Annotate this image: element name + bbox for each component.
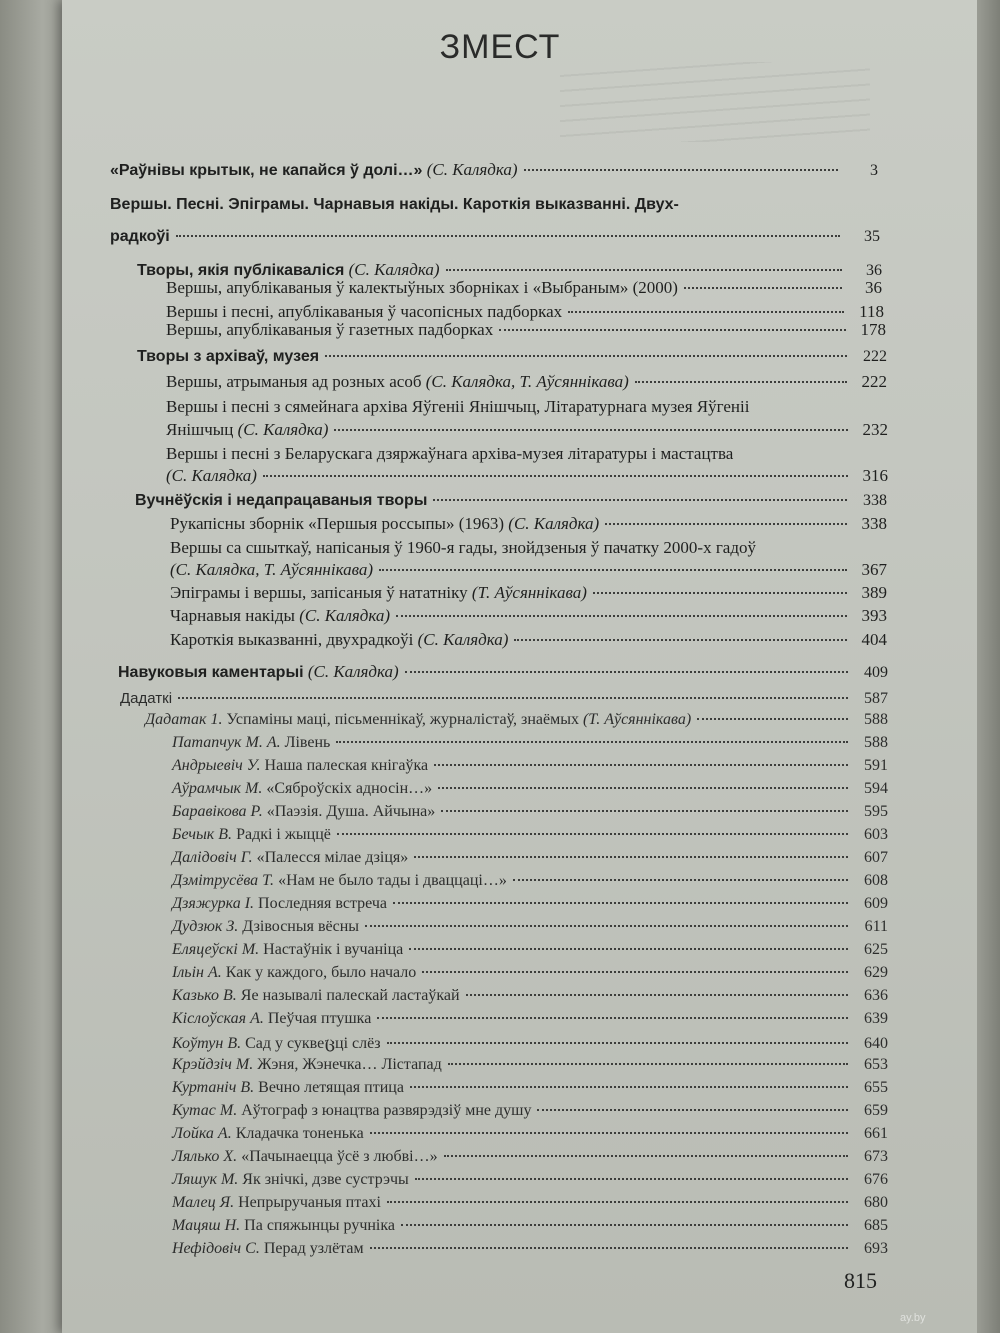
toc-entry: Дзяжурка І. Последняя встреча 609 bbox=[172, 895, 888, 912]
toc-entry: Еляцеўскі М. Настаўнік і вучаніца 625 bbox=[172, 941, 888, 958]
watermark: ay.by bbox=[900, 1312, 926, 1324]
toc-entry bbox=[166, 278, 882, 298]
toc-entry: Ляшук М. Як знічкі, дзве сустрэчы 676 bbox=[172, 1171, 888, 1188]
toc-entry: Куртаніч В. Вечно летящая птица 655 bbox=[172, 1079, 888, 1096]
dot-leader bbox=[377, 1017, 848, 1019]
toc-entry bbox=[170, 514, 887, 534]
toc-page-number: 232 bbox=[862, 420, 888, 439]
toc-page-number: 118 bbox=[859, 302, 884, 321]
dot-leader bbox=[448, 1063, 848, 1065]
toc-entry bbox=[166, 372, 887, 392]
toc-page-number: 636 bbox=[864, 987, 888, 1004]
toc-entry: Лялько Х. «Пачынаецца ўсё з любві…» 673 bbox=[172, 1148, 888, 1165]
toc-entry: Аўрамчык М. «Сяброўскіх адносін…» 594 bbox=[172, 780, 888, 797]
toc-entry: Кутас М. Аўтограф з юнацтва развярэдзіў мне душу 659 bbox=[172, 1102, 888, 1119]
dot-leader bbox=[697, 718, 848, 720]
toc-page-number: 591 bbox=[864, 757, 888, 774]
toc-entry: Малец Я. Непрыручаныя птахі 680 bbox=[172, 1194, 888, 1211]
toc-entry bbox=[137, 260, 882, 280]
dot-leader bbox=[537, 1109, 848, 1111]
toc-page-number: 404 bbox=[861, 630, 887, 649]
toc-entry: Нефідовіч С. Перад узлётам 693 bbox=[172, 1240, 888, 1257]
toc-entry bbox=[170, 630, 887, 650]
toc-page-number: 676 bbox=[864, 1171, 888, 1188]
toc-page-number: 36 bbox=[866, 262, 882, 279]
dot-leader bbox=[568, 311, 844, 313]
toc-page-number: 693 bbox=[864, 1240, 888, 1257]
toc-page-number: 609 bbox=[864, 895, 888, 912]
toc-page-number: 389 bbox=[861, 583, 887, 602]
toc-page-number: 316 bbox=[862, 466, 888, 485]
toc-entry-title: Янішчыц (С. Калядка) bbox=[166, 420, 329, 439]
toc-entry: Баравікова Р. «Паэзія. Душа. Айчына» 595 bbox=[172, 803, 888, 820]
toc-entry: Казько В. Яе называлі палескай ластаўкай 636 bbox=[172, 987, 888, 1004]
toc-entry bbox=[110, 160, 878, 180]
toc-page-number: 655 bbox=[864, 1079, 888, 1096]
toc-entry-title: Дадаткі bbox=[120, 690, 173, 707]
toc-page-number: 653 bbox=[864, 1056, 888, 1073]
toc-page-number: 685 bbox=[864, 1217, 888, 1234]
toc-entry-first-line: Вершы і песні з Беларускага дзяржаўнага архіва-музея літаратуры і мастацтва bbox=[166, 444, 734, 463]
toc-page-number: 222 bbox=[863, 348, 887, 365]
dot-leader bbox=[410, 1086, 848, 1088]
toc-entry-title: Вершы і песні, апублікаваныя ў часопісных падборках bbox=[166, 302, 563, 321]
toc-entry-title: Эпіграмы і вершы, запісаныя ў нататніку (Т. Аўсяннікава) bbox=[170, 583, 587, 602]
toc-entry: Кіслоўская А. Пеўчая птушка 639 bbox=[172, 1010, 888, 1027]
dot-leader bbox=[178, 697, 848, 699]
toc-page-number: 409 bbox=[864, 664, 888, 681]
dot-leader bbox=[513, 879, 848, 881]
toc-entry bbox=[166, 466, 888, 486]
toc-page-number: 178 bbox=[860, 320, 886, 339]
dot-leader bbox=[605, 523, 847, 525]
toc-page-number: 607 bbox=[864, 849, 888, 866]
toc-entry: Мацяш Н. Па спяжынцы ручніка 685 bbox=[172, 1217, 888, 1234]
dot-leader bbox=[365, 925, 848, 927]
toc-entry: Патапчук М. А. Лівень 588 bbox=[172, 734, 888, 751]
dot-leader bbox=[379, 569, 847, 571]
dot-leader bbox=[401, 1224, 848, 1226]
dot-leader bbox=[325, 355, 847, 357]
toc-entry-title: Чарнавыя накіды (С. Калядка) bbox=[170, 606, 391, 625]
toc-page-number: 35 bbox=[864, 228, 880, 245]
dot-leader bbox=[684, 287, 842, 289]
toc-page-number: 680 bbox=[864, 1194, 888, 1211]
toc-entry: Дзмітрусёва Т. «Нам не было тады і дваццаці…» 608 bbox=[172, 872, 888, 889]
toc-entry bbox=[110, 228, 880, 246]
page-number: 815 bbox=[844, 1268, 877, 1293]
dot-leader bbox=[405, 671, 848, 673]
toc-page-number: 595 bbox=[864, 803, 888, 820]
toc-entry-title: Рукапісны зборнік «Першыя россыпы» (1963) (С. Калядка) bbox=[170, 514, 600, 533]
dot-leader bbox=[466, 994, 848, 996]
dot-leader bbox=[176, 235, 840, 237]
dot-leader bbox=[444, 1155, 848, 1157]
toc-entry bbox=[135, 492, 887, 510]
dot-leader bbox=[414, 856, 848, 858]
toc-entry bbox=[170, 583, 887, 603]
toc-entry: Далідовіч Г. «Палесся мілае дзіця» 607 bbox=[172, 849, 888, 866]
toc-entry-title: Кароткія выказванні, двухрадкоўі (С. Калядка) bbox=[170, 630, 509, 649]
toc-entry: Бечык В. Радкі і жыццё 603 bbox=[172, 826, 888, 843]
dot-leader bbox=[593, 592, 847, 594]
toc-entry-first-line: Вершы са сшыткаў, напісаныя ў 1960-я гады, знойдзеныя ў пачатку 2000-х гадоў bbox=[170, 538, 756, 557]
toc-page-number: 338 bbox=[861, 514, 887, 533]
toc-entry-title: Навуковыя каментарыі (С. Калядка) bbox=[118, 662, 399, 681]
toc-page-number: 3 bbox=[870, 162, 878, 179]
toc-entry bbox=[170, 606, 887, 626]
toc-page-number: 603 bbox=[864, 826, 888, 843]
dot-leader bbox=[387, 1042, 848, 1044]
toc-entry: Дудзюк З. Дзівосныя вёсны 611 bbox=[172, 918, 888, 935]
toc-page-number: 639 bbox=[864, 1010, 888, 1027]
toc-entry bbox=[118, 662, 888, 682]
toc-entry: Крэйдзіч М. Жэня, Жэнечка… Лістапад 653 bbox=[172, 1056, 888, 1073]
toc-page-number: 625 bbox=[864, 941, 888, 958]
dot-leader bbox=[263, 475, 848, 477]
toc-page-number: 673 bbox=[864, 1148, 888, 1165]
toc-entry bbox=[137, 348, 887, 366]
dot-leader bbox=[370, 1247, 848, 1249]
toc-entry: Лойка А. Кладачка тоненька 661 bbox=[172, 1125, 888, 1142]
toc-page-number: 640 bbox=[864, 1035, 888, 1052]
toc-entry bbox=[166, 302, 884, 322]
toc-entry-title: Вершы, апублікаваныя ў калектыўных зборніках і «Выбраным» (2000) bbox=[166, 278, 678, 297]
toc-entry-title: Вучнёўскія і недапрацаваныя творы bbox=[135, 492, 428, 509]
toc-page-number: 367 bbox=[861, 560, 887, 579]
toc-entry bbox=[145, 711, 888, 729]
toc-page-number: 659 bbox=[864, 1102, 888, 1119]
dot-leader bbox=[334, 429, 848, 431]
toc-entry: Ільін А. Как у каждого, было начало 629 bbox=[172, 964, 888, 981]
toc-entry: Коўтун В. Сад у суквеცці слёз 640 bbox=[172, 1035, 888, 1052]
toc-page-number: 588 bbox=[864, 734, 888, 751]
toc-page-number: 661 bbox=[864, 1125, 888, 1142]
dot-leader bbox=[635, 381, 847, 383]
dot-leader bbox=[396, 615, 847, 617]
dot-leader bbox=[336, 741, 848, 743]
dot-leader bbox=[514, 639, 847, 641]
dot-leader bbox=[446, 269, 842, 271]
toc-entry-title: Творы, якія публікаваліся (С. Калядка) bbox=[137, 260, 440, 279]
toc-page-number: 338 bbox=[863, 492, 887, 509]
dot-leader bbox=[387, 1201, 848, 1203]
toc-page-number: 594 bbox=[864, 780, 888, 797]
toc-entry-title: Вершы, атрыманыя ад розных асоб (С. Калядка, Т. Аўсяннікава) bbox=[166, 372, 629, 391]
dot-leader bbox=[337, 833, 848, 835]
toc-page-number: 611 bbox=[864, 918, 888, 935]
toc-entry-title: Вершы, апублікаваныя ў газетных падборках bbox=[166, 320, 494, 339]
toc-entry bbox=[166, 420, 888, 440]
dot-leader bbox=[409, 948, 848, 950]
toc-page-number: 588 bbox=[864, 711, 888, 728]
toc-entry bbox=[120, 690, 888, 708]
toc-page-number: 587 bbox=[864, 690, 888, 707]
toc-entry-first-line: Вершы. Песні. Эпіграмы. Чарнавыя накіды. Кароткія выказванні. Двух- bbox=[110, 196, 679, 213]
toc-page-number: 222 bbox=[861, 372, 887, 391]
dot-leader bbox=[441, 810, 848, 812]
dot-leader bbox=[499, 329, 846, 331]
dot-leader bbox=[393, 902, 848, 904]
dot-leader bbox=[433, 499, 847, 501]
dot-leader bbox=[438, 787, 848, 789]
dot-leader bbox=[415, 1178, 848, 1180]
toc-page-number: 36 bbox=[865, 278, 882, 297]
toc-entry-first-line: Вершы і песні з сямейнага архіва Яўгеніі Янішчыц, Літаратурнага музея Яўгеніі bbox=[166, 397, 750, 416]
toc-entry-title: (С. Калядка, Т. Аўсяннікава) bbox=[170, 560, 374, 579]
toc-entry-title: «Раўнівы крытык, не капайся ў долі…» (С. Калядка) bbox=[110, 160, 518, 179]
dot-leader bbox=[370, 1132, 848, 1134]
dot-leader bbox=[524, 169, 838, 171]
toc-entry: Андрыевіч У. Наша палеская кнігаўка 591 bbox=[172, 757, 888, 774]
toc-page-number: 629 bbox=[864, 964, 888, 981]
dot-leader bbox=[434, 764, 848, 766]
toc-entry bbox=[170, 560, 887, 580]
dot-leader bbox=[422, 971, 848, 973]
toc-page-number: 393 bbox=[861, 606, 887, 625]
toc-entry bbox=[166, 320, 886, 340]
toc-entry-title: Дадатак 1. Успаміны маці, пісьменнікаў, журналістаў, знаёмых (Т. Аўсяннікава) bbox=[145, 711, 692, 728]
page-title: ЗМЕСТ bbox=[439, 28, 561, 66]
toc-entry-title: (С. Калядка) bbox=[166, 466, 257, 485]
toc-entry-title: радкоўі bbox=[110, 228, 170, 245]
toc-page-number: 608 bbox=[864, 872, 888, 889]
toc-entry-title: Творы з архіваў, музея bbox=[137, 348, 320, 365]
